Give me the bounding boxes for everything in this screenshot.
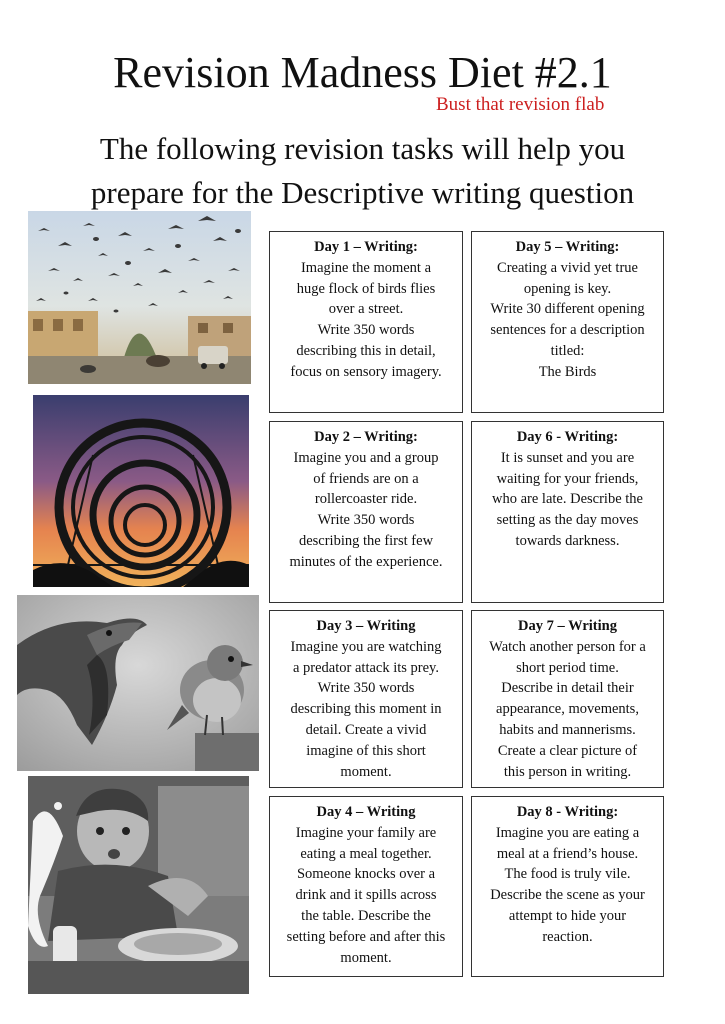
intro-text (0, 127, 725, 215)
intro-line-1: The following revision tasks will help you (99, 131, 626, 166)
task-card-heading: Day 8 - Writing: (516, 804, 619, 820)
task-card-body: Watch another person for a short period time. Describe in detail their appearance, movements, habits and mannerisms. Create a clear picture of this person in writing. (489, 638, 646, 780)
task-card-body: It is sunset and you are waiting for your friends, who are late. Describe the setting as the day moves towards darkness. (492, 449, 643, 549)
task-card-body: Imagine you and a group of friends are on a rollercoaster ride. Write 350 words describing the first few minutes of the experience. (289, 449, 443, 570)
task-card-day-7 (471, 610, 664, 788)
task-card-day-1 (269, 231, 463, 413)
rollercoaster-sunset-photo (33, 395, 249, 587)
task-card-day-4 (269, 796, 463, 977)
boy-spilling-milk-photo (28, 776, 249, 994)
task-card-day-6 (471, 421, 664, 603)
task-card-heading: Day 4 – Writing (316, 804, 416, 820)
task-card-heading: Day 6 - Writing: (516, 429, 619, 445)
task-card-heading: Day 7 – Writing (518, 618, 617, 634)
task-card-day-2 (269, 421, 463, 603)
task-card-body: Creating a vivid yet true opening is key. Write 30 different opening sentences for a description titled: The Birds (490, 259, 645, 380)
task-card-day-3 (269, 610, 463, 788)
page-subtitle: Bust that revision flab (436, 94, 605, 115)
task-card-heading: Day 2 – Writing: (314, 429, 418, 445)
task-card-body: Imagine the moment a huge flock of birds flies over a street. Write 350 words describing this in detail, focus on sensory imagery. (290, 259, 442, 380)
flock-of-birds-street-photo (28, 211, 251, 384)
task-card-body: Imagine your family are eating a meal together. Someone knocks over a drink and it spills across the table. Describe the setting before and after this moment. (286, 824, 446, 966)
task-card-day-8 (471, 796, 664, 977)
task-card-heading: Day 1 – Writing: (314, 239, 418, 255)
task-card-heading: Day 5 – Writing: (515, 239, 620, 255)
task-card-day-5 (471, 231, 664, 413)
task-card-body: Imagine you are watching a predator attack its prey. Write 350 words describing this moment in detail. Create a vivid imagine of this short moment. (290, 638, 442, 780)
task-card-heading: Day 3 – Writing (316, 618, 416, 634)
intro-line-2: prepare for the Descriptive writing question (90, 175, 635, 210)
predator-bird-and-robin-photo (17, 595, 259, 771)
page-title: Revision Madness Diet #2.1 (113, 48, 612, 97)
task-card-body: Imagine you are eating a meal at a friend’s house. The food is truly vile. Describe the scene as your attempt to hide your reaction. (490, 824, 645, 945)
